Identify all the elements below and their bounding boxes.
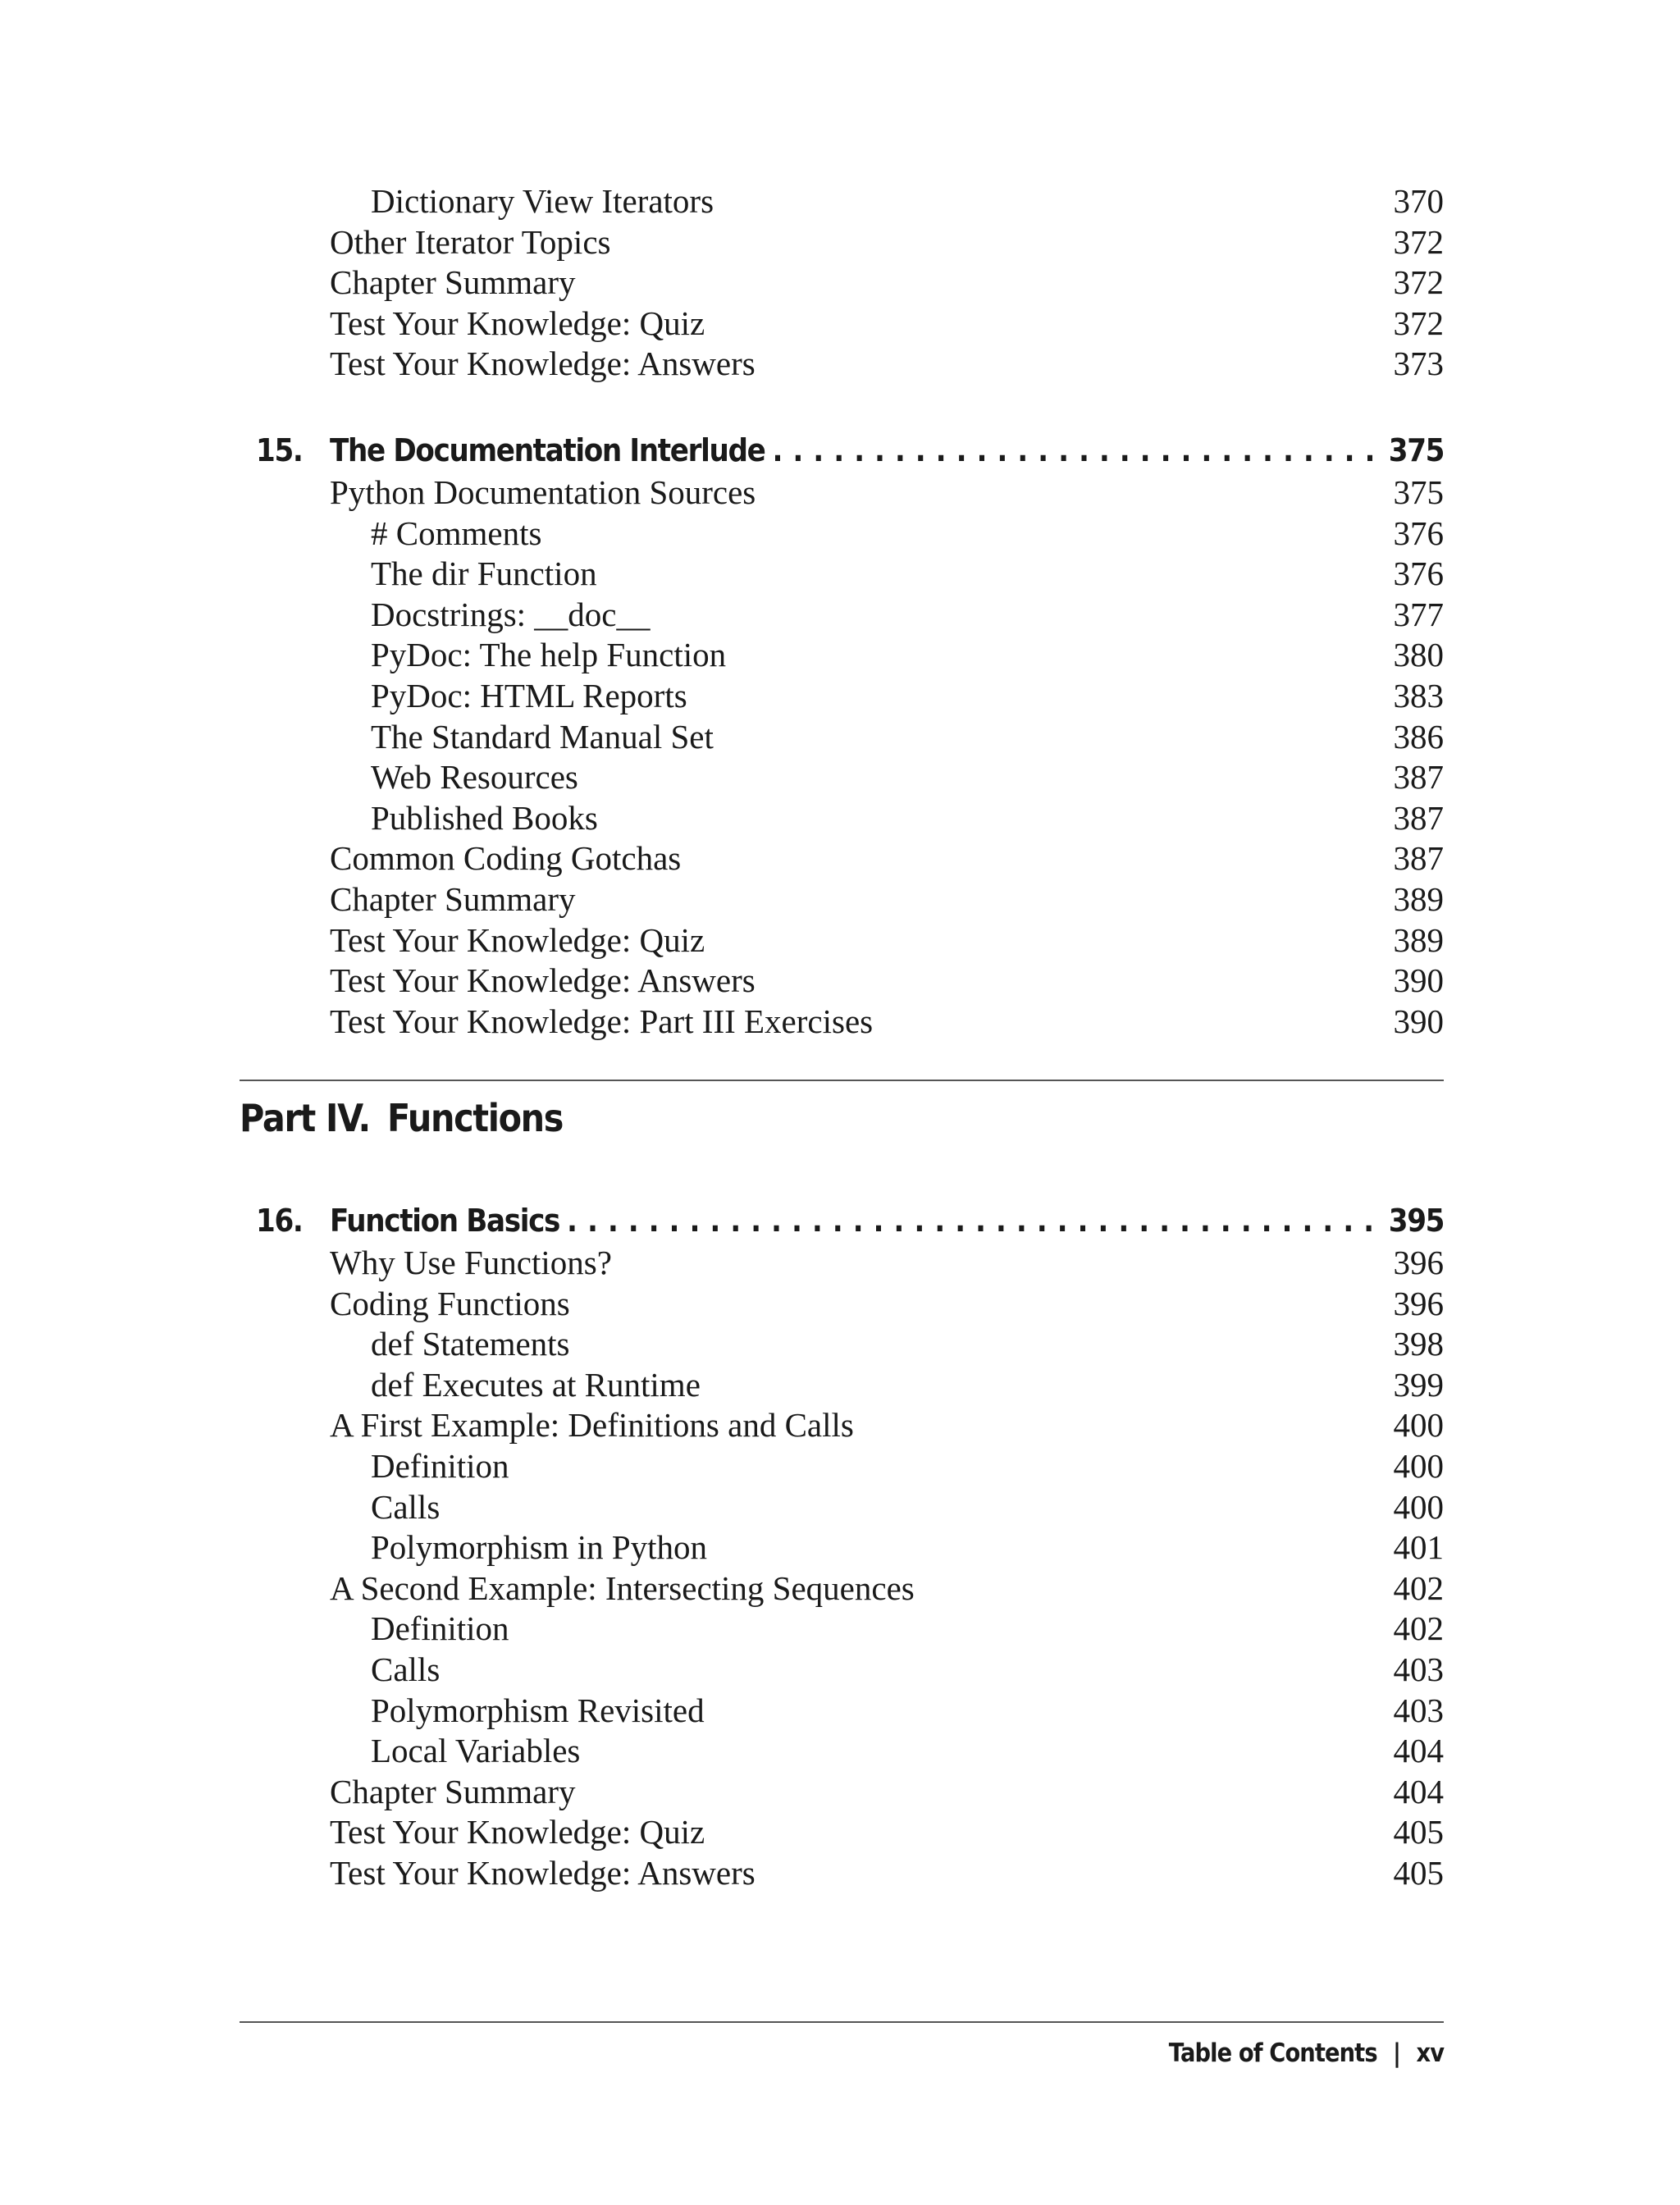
toc-entry[interactable] bbox=[330, 1771, 1444, 1812]
toc-entry[interactable] bbox=[330, 920, 1444, 961]
toc-entry[interactable] bbox=[330, 262, 1444, 303]
toc-entry[interactable] bbox=[371, 1445, 1444, 1486]
toc-entry-page-number: 376 bbox=[1393, 555, 1444, 593]
toc-entry-page-number: 387 bbox=[1393, 839, 1444, 878]
toc-entry[interactable] bbox=[330, 1283, 1444, 1324]
toc-entry[interactable] bbox=[330, 303, 1444, 344]
toc-entry-title: Test Your Knowledge: Quiz bbox=[330, 1813, 705, 1851]
toc-entry-title: Test Your Knowledge: Answers bbox=[330, 1854, 756, 1892]
toc-entry[interactable] bbox=[371, 756, 1444, 797]
toc-entry-title: Other Iterator Topics bbox=[330, 222, 611, 261]
dot-leader bbox=[567, 1198, 1381, 1243]
toc-entry-title: def Statements bbox=[371, 1325, 570, 1363]
toc-entry-title: Coding Functions bbox=[330, 1284, 570, 1322]
toc-entry-page-number: 375 bbox=[1393, 473, 1444, 511]
toc-entry-title: The dir Function bbox=[371, 555, 597, 593]
toc-entry-page-number: 403 bbox=[1393, 1650, 1444, 1688]
toc-entry-page-number: 383 bbox=[1393, 677, 1444, 714]
toc-entry-page-number: 380 bbox=[1393, 636, 1444, 674]
toc-entry-title: Calls bbox=[371, 1650, 441, 1688]
footer-rule bbox=[240, 2021, 1444, 2023]
toc-entry-page-number: 372 bbox=[1393, 304, 1444, 342]
toc-entry-page-number: 400 bbox=[1393, 1487, 1444, 1526]
toc-entry-title: A Second Example: Intersecting Sequences bbox=[330, 1568, 915, 1607]
toc-entry-title: Common Coding Gotchas bbox=[330, 839, 682, 878]
toc-entry-title: Calls bbox=[371, 1487, 441, 1526]
toc-entry-page-number: 402 bbox=[1393, 1568, 1444, 1607]
toc-entry-title: Definition bbox=[371, 1447, 509, 1485]
toc-entry-page-number: 403 bbox=[1393, 1691, 1444, 1729]
toc-entry[interactable] bbox=[330, 960, 1444, 1001]
toc-entry-page-number: 405 bbox=[1393, 1854, 1444, 1892]
toc-entry[interactable] bbox=[330, 1404, 1444, 1445]
footer-label: Table of Contents bbox=[1168, 2038, 1377, 2068]
toc-entry-page-number: 396 bbox=[1393, 1284, 1444, 1322]
toc-entry-page-number: 386 bbox=[1393, 717, 1444, 756]
toc-entry[interactable] bbox=[330, 1001, 1444, 1042]
toc-entry[interactable] bbox=[371, 1486, 1444, 1527]
toc-entry[interactable] bbox=[371, 594, 1444, 635]
toc-entry[interactable] bbox=[371, 1649, 1444, 1690]
toc-entry-title: Test Your Knowledge: Answers bbox=[330, 345, 756, 383]
footer-separator: | bbox=[1392, 2038, 1401, 2068]
toc-entry-page-number: 372 bbox=[1393, 263, 1444, 302]
toc-entry[interactable] bbox=[371, 1323, 1444, 1364]
toc-entry[interactable] bbox=[371, 513, 1444, 554]
toc-entry-title: Python Documentation Sources bbox=[330, 473, 756, 511]
toc-entry-title: # Comments bbox=[371, 514, 542, 552]
toc-entry-page-number: 404 bbox=[1393, 1732, 1444, 1770]
toc-entry-page-number: 372 bbox=[1393, 222, 1444, 261]
chapter-number: 15. bbox=[256, 432, 303, 468]
part-label: Part IV. bbox=[240, 1096, 370, 1140]
dot-leader bbox=[772, 428, 1381, 472]
toc-entry[interactable] bbox=[371, 634, 1444, 675]
toc-entry[interactable] bbox=[330, 1811, 1444, 1852]
chapter-page-number: 395 bbox=[1388, 1203, 1445, 1239]
chapter-15-heading[interactable] bbox=[256, 428, 1444, 472]
toc-entry[interactable] bbox=[371, 797, 1444, 838]
toc-entry-page-number: 376 bbox=[1393, 514, 1444, 552]
toc-entry[interactable] bbox=[371, 1364, 1444, 1405]
toc-entry-title: The Standard Manual Set bbox=[371, 717, 714, 756]
toc-entry-title: Test Your Knowledge: Quiz bbox=[330, 304, 705, 342]
toc-entry[interactable] bbox=[371, 1527, 1444, 1568]
toc-entry[interactable] bbox=[371, 1730, 1444, 1771]
toc-entry-page-number: 404 bbox=[1393, 1772, 1444, 1810]
toc-entry-title: Test Your Knowledge: Answers bbox=[330, 961, 756, 1000]
toc-entry-title: Web Resources bbox=[371, 758, 578, 797]
toc-entry-title: Published Books bbox=[371, 798, 598, 837]
toc-entry-page-number: 389 bbox=[1393, 880, 1444, 918]
toc-entry-title: A First Example: Definitions and Calls bbox=[330, 1406, 854, 1445]
toc-entry[interactable] bbox=[330, 343, 1444, 384]
toc-entry[interactable] bbox=[330, 1242, 1444, 1283]
toc-entry[interactable] bbox=[330, 1568, 1444, 1609]
toc-entry-title: Why Use Functions? bbox=[330, 1244, 612, 1281]
toc-entry[interactable] bbox=[330, 221, 1444, 262]
toc-entry-title: Dictionary View Iterators bbox=[371, 182, 714, 220]
footer-page-number: xv bbox=[1416, 2038, 1444, 2068]
toc-entry-title: Polymorphism Revisited bbox=[371, 1691, 705, 1729]
toc-entry[interactable] bbox=[330, 838, 1444, 879]
toc-entry[interactable] bbox=[371, 553, 1444, 594]
toc-entry[interactable] bbox=[371, 1608, 1444, 1649]
part-heading bbox=[240, 1091, 563, 1145]
toc-entry-title: Chapter Summary bbox=[330, 1772, 576, 1810]
toc-entry-page-number: 399 bbox=[1393, 1365, 1444, 1404]
toc-entry[interactable] bbox=[371, 675, 1444, 716]
toc-entry-page-number: 398 bbox=[1393, 1325, 1444, 1363]
toc-entry-page-number: 377 bbox=[1393, 595, 1444, 633]
toc-entry-title: PyDoc: The help Function bbox=[371, 636, 727, 674]
toc-entry-title: Test Your Knowledge: Quiz bbox=[330, 920, 705, 959]
toc-entry-page-number: 387 bbox=[1393, 798, 1444, 837]
toc-entry[interactable] bbox=[330, 879, 1444, 920]
chapter-page-number: 375 bbox=[1388, 432, 1445, 468]
toc-entry-page-number: 400 bbox=[1393, 1406, 1444, 1445]
toc-entry-title: Test Your Knowledge: Part III Exercises bbox=[330, 1002, 874, 1040]
part-divider-rule bbox=[240, 1080, 1444, 1081]
toc-entry[interactable] bbox=[371, 716, 1444, 757]
toc-entry-page-number: 373 bbox=[1393, 345, 1444, 383]
page-footer bbox=[1169, 2033, 1444, 2074]
part-title: Functions bbox=[387, 1096, 564, 1140]
toc-entry[interactable] bbox=[371, 180, 1444, 221]
toc-entry-page-number: 405 bbox=[1393, 1813, 1444, 1851]
toc-entry-title: Chapter Summary bbox=[330, 263, 576, 302]
toc-entry-page-number: 370 bbox=[1393, 182, 1444, 220]
toc-entry-page-number: 400 bbox=[1393, 1447, 1444, 1485]
toc-entry-page-number: 402 bbox=[1393, 1609, 1444, 1648]
toc-entry-page-number: 390 bbox=[1393, 961, 1444, 1000]
toc-entry-title: Chapter Summary bbox=[330, 880, 576, 918]
toc-entry[interactable] bbox=[330, 472, 1444, 513]
chapter-title: The Documentation Interlude bbox=[330, 432, 765, 468]
toc-entry-title: Definition bbox=[371, 1609, 509, 1648]
toc-entry-title: Docstrings: __doc__ bbox=[371, 595, 651, 633]
chapter-16-heading[interactable] bbox=[256, 1198, 1444, 1243]
toc-entry-title: Polymorphism in Python bbox=[371, 1528, 708, 1567]
toc-entry[interactable] bbox=[330, 1852, 1444, 1893]
toc-entry[interactable] bbox=[371, 1690, 1444, 1731]
toc-entry-title: Local Variables bbox=[371, 1732, 581, 1770]
toc-entry-page-number: 389 bbox=[1393, 920, 1444, 959]
chapter-number: 16. bbox=[256, 1203, 303, 1239]
toc-entry-page-number: 387 bbox=[1393, 758, 1444, 797]
toc-entry-title: PyDoc: HTML Reports bbox=[371, 677, 687, 714]
toc-entry-title: def Executes at Runtime bbox=[371, 1365, 701, 1404]
toc-entry-page-number: 396 bbox=[1393, 1244, 1444, 1281]
toc-entry-page-number: 401 bbox=[1393, 1528, 1444, 1567]
chapter-title: Function Basics bbox=[330, 1203, 560, 1239]
toc-entry-page-number: 390 bbox=[1393, 1002, 1444, 1040]
